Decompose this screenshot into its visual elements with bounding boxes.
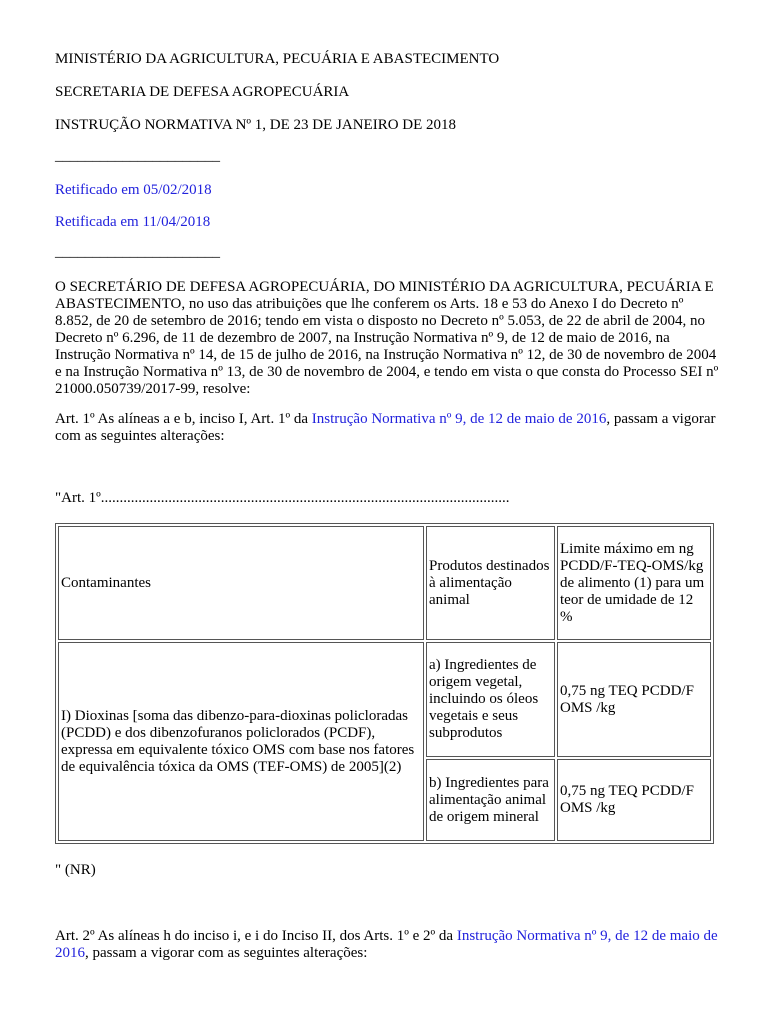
table-row xyxy=(58,642,711,757)
article-2-prefix: Art. 2º As alíneas h do inciso i, e i do Inciso II, dos Arts. 1º e 2º da xyxy=(55,928,457,944)
product-cell: a) Ingredientes de origem vegetal, incluindo os óleos vegetais e seus subprodutos xyxy=(426,642,555,757)
article-2-reference-link[interactable]: Instrução Normativa nº 9, de 12 de maio de 2016 xyxy=(55,928,718,961)
rectification-note-1: Retificado em 05/02/2018 xyxy=(55,182,212,198)
preamble-paragraph: O SECRETÁRIO DE DEFESA AGROPECUÁRIA, DO MINISTÉRIO DA AGRICULTURA, PECUÁRIA E ABASTECIMENTO, no uso das atribuições que lhe conferem os Arts. 18 e 53 do Anexo I do Decreto nº 8.852, de 20 de setembro de 2016; tendo em vista o disposto no Decreto nº 5.053, de 22 de abril de 2004, no Decreto nº 6.296, de 11 de dezembro de 2007, na Instrução Normativa nº 9, de 12 de maio de 2016, na Instrução Normativa nº 14, de 15 de julho de 2016, na Instrução Normativa nº 12, de 30 de novembro de 2004 e na Instrução Normativa nº 13, de 30 de novembro de 2004, e tendo em vista o que consta do Processo SEI nº 21000.050739/2017-99, resolve: xyxy=(55,279,719,397)
divider-rule: ______________________ xyxy=(55,148,220,164)
article-1-prefix: Art. 1º As alíneas a e b, inciso I, Art. 1º da xyxy=(55,411,312,427)
limit-cell: 0,75 ng TEQ PCDD/F OMS /kg xyxy=(557,642,711,757)
article-2 xyxy=(55,928,720,962)
article-1-quote-end: " (NR) xyxy=(55,862,96,878)
divider-rule-2: ______________________ xyxy=(55,244,220,260)
secretariat-heading: SECRETARIA DE DEFESA AGROPECUÁRIA xyxy=(55,84,350,100)
header-contaminants: Contaminantes xyxy=(58,526,424,640)
product-cell: b) Ingredientes para alimentação animal de origem mineral xyxy=(426,759,555,841)
contaminant-limits-table xyxy=(55,523,714,844)
table-header-row xyxy=(58,526,711,640)
ministry-heading: MINISTÉRIO DA AGRICULTURA, PECUÁRIA E ABASTECIMENTO xyxy=(55,51,500,67)
limit-cell: 0,75 ng TEQ PCDD/F OMS /kg xyxy=(557,759,711,841)
page-title: INSTRUÇÃO NORMATIVA Nº 1, DE 23 DE JANEIRO DE 2018 xyxy=(55,117,457,133)
article-1-quote-start: "Art. 1º............................................................................................................. xyxy=(55,490,510,506)
rectification-note-2: Retificada em 11/04/2018 xyxy=(55,214,211,230)
contaminant-cell: I) Dioxinas [soma das dibenzo-para-dioxinas policloradas (PCDD) e dos dibenzofuranos policlorados (PCDF), expressa em equivalente tóxico OMS com base nos fatores de equivalência tóxica da OMS (TEF-OMS) de 2005](2) xyxy=(58,642,424,841)
article-2-suffix: , passam a vigorar com as seguintes alterações: xyxy=(85,945,368,961)
header-limit: Limite máximo em ng PCDD/F-TEQ-OMS/kg de alimento (1) para um teor de umidade de 12 % xyxy=(557,526,711,640)
article-1-reference-link[interactable]: Instrução Normativa nº 9, de 12 de maio de 2016 xyxy=(311,411,607,427)
header-products: Produtos destinados à alimentação animal xyxy=(426,526,555,640)
article-1-suffix: , passam a vigorar com as seguintes alterações: xyxy=(55,411,716,444)
article-1 xyxy=(55,411,720,445)
